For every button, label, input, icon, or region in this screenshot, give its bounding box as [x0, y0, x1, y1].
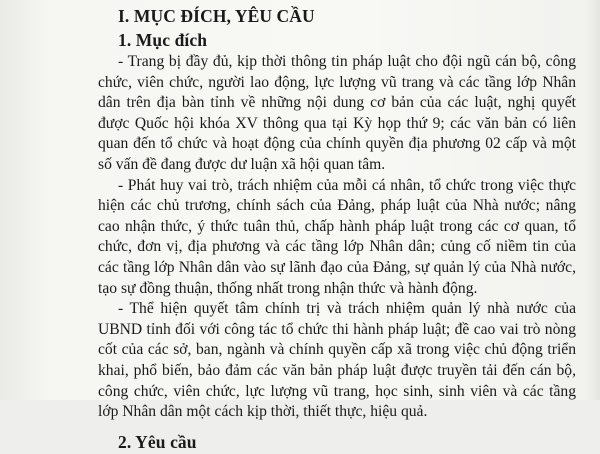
- paragraph-3: - Thể hiện quyết tâm chính trị và trách nhiệm quản lý nhà nước của UBND tỉnh đối với công tác tổ chức thi hành pháp luật; đề cao vai trò nòng cốt của các sở, ban, ngành và chính quyền cấp xã trong việc chủ động triển khai, phổ biến, bảo đảm các văn bản pháp luật được truyền tải đến cán bộ, công chức, viên chức, lực lượng vũ trang, học sinh, sinh viên và các tầng lớp Nhân dân một cách kịp thời, thiết thực, hiệu quả.: [98, 300, 576, 421]
- section-title: I. MỤC ĐÍCH, YÊU CẦU: [118, 6, 315, 26]
- document-content: [98, 4, 576, 454]
- subsection-requirements-title: 2. Yêu cầu: [118, 431, 197, 452]
- paragraph-1: - Trang bị đầy đủ, kịp thời thông tin pháp luật cho đội ngũ cán bộ, công chức, viên chức, người lao động, lực lượng vũ trang và các tầng lớp Nhân dân trên địa bàn tỉnh về những nội dung cơ bản của các luật, nghị quyết được Quốc hội khóa XV thông qua tại Kỳ họp thứ 9; các văn bản có liên quan đến tổ chức và hoạt động của chính quyền địa phương 02 cấp và một số vấn đề đang được dư luận xã hội quan tâm.: [98, 53, 576, 173]
- paragraph-2: - Phát huy vai trò, trách nhiệm của mỗi cá nhân, tổ chức trong việc thực hiện các chủ trương, chính sách của Đảng, pháp luật của Nhà nước; nâng cao nhận thức, ý thức tuân thủ, chấp hành pháp luật trong các cơ quan, tổ chức, đơn vị, địa phương và các tầng lớp Nhân dân; củng cố niềm tin của các tầng lớp Nhân dân vào sự lãnh đạo của Đảng, sự quản lý của Nhà nước, tạo sự đồng thuận, thống nhất trong nhận thức và hành động.: [98, 176, 576, 297]
- page-shadow: [586, 0, 600, 400]
- subsection-purpose-title: 1. Mục đích: [118, 30, 208, 50]
